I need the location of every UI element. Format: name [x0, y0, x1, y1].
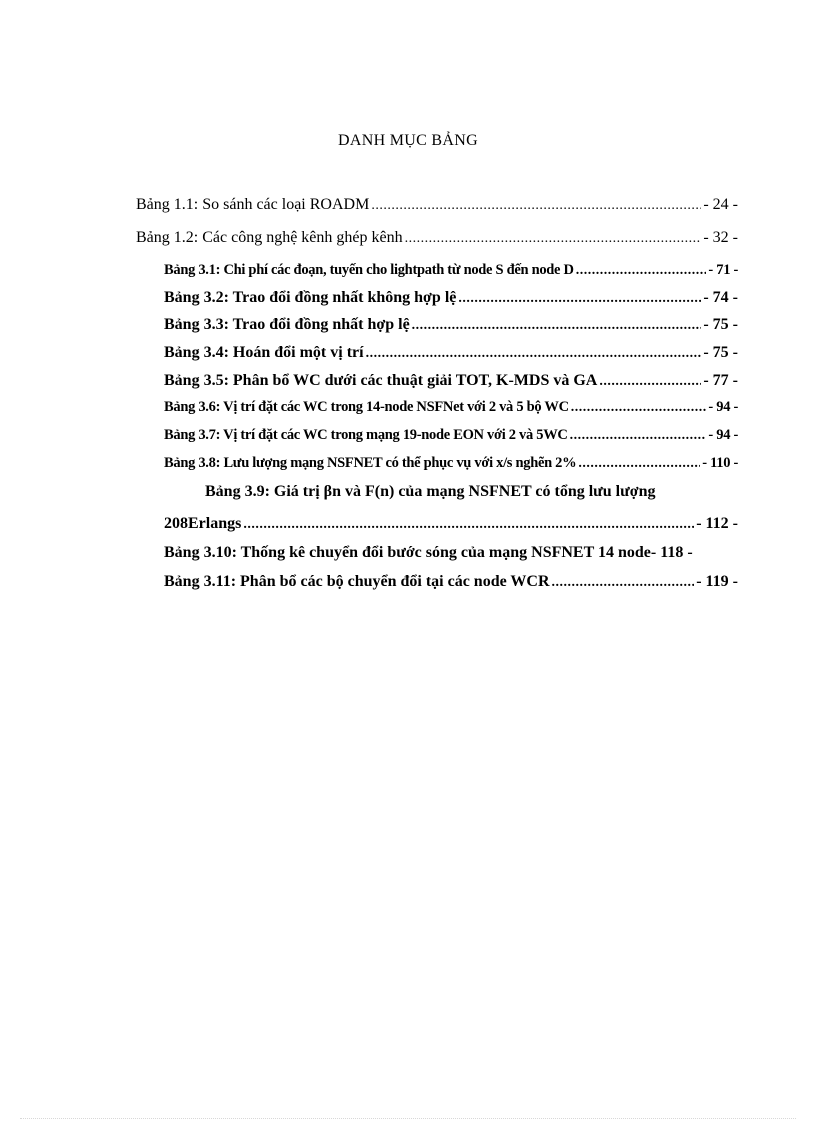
toc-entry-3-6[interactable] — [164, 399, 738, 416]
toc-entry-page: - 77 - — [703, 372, 738, 389]
dot-leader — [576, 263, 707, 279]
toc-entry-3-1[interactable] — [164, 262, 738, 279]
toc-entry-3-7[interactable] — [164, 427, 738, 444]
toc-entry-label: Bảng 3.6: Vị trí đặt các WC trong 14-node NSFNet với 2 và 5 bộ WC — [164, 399, 569, 415]
toc-entry-page: - 110 - — [702, 455, 738, 471]
toc-entry-3-3[interactable] — [164, 316, 738, 334]
toc-entry-label: Bảng 3.4: Hoán đổi một vị trí — [164, 344, 364, 361]
dot-leader — [243, 517, 694, 533]
toc-entry-page: - 94 - — [708, 399, 738, 415]
toc-entry-page: - 94 - — [708, 427, 738, 443]
toc-entry-3-2[interactable] — [164, 289, 738, 307]
dot-leader — [570, 428, 707, 444]
toc-entry-label: Bảng 3.10: Thống kê chuyển đổi bước sóng của mạng NSFNET 14 node — [164, 544, 651, 561]
toc-entry-label: Bảng 3.2: Trao đổi đồng nhất không hợp lệ — [164, 289, 457, 306]
page-title: DANH MỤC BẢNG — [338, 132, 478, 149]
dot-leader — [599, 374, 701, 390]
dot-leader — [552, 575, 695, 591]
toc-entry-3-5[interactable] — [164, 372, 738, 390]
dot-leader — [571, 400, 707, 416]
dot-leader — [405, 231, 702, 247]
toc-entry-page: - 112 - — [696, 515, 738, 532]
toc-entry-3-9[interactable] — [164, 515, 738, 533]
toc-entry-1-2[interactable] — [136, 229, 738, 247]
toc-entry-1-1[interactable] — [136, 196, 738, 214]
toc-entry-page: - 32 - — [703, 229, 738, 246]
dot-leader — [578, 456, 700, 472]
dot-leader — [371, 198, 701, 214]
toc-entry-3-8[interactable] — [164, 455, 738, 472]
toc-entry-label: Bảng 1.1: So sánh các loại ROADM — [136, 196, 370, 213]
toc-entry-label: Bảng 3.3: Trao đổi đồng nhất hợp lệ — [164, 316, 410, 333]
toc-entry-3-4[interactable] — [164, 344, 738, 362]
toc-entry-3-9-first-line: Bảng 3.9: Giá trị βn và F(n) của mạng NSFNET có tổng lưu lượng — [205, 483, 656, 500]
dot-leader — [366, 346, 702, 362]
toc-entry-page: - 118 - — [650, 544, 693, 561]
toc-entry-page: - 119 - — [696, 573, 738, 590]
toc-entry-label: Bảng 3.11: Phân bổ các bộ chuyển đổi tại các node WCR — [164, 573, 550, 590]
toc-entry-label: Bảng 3.5: Phân bổ WC dưới các thuật giải TOT, K-MDS và GA — [164, 372, 598, 389]
toc-entry-page: - 75 - — [703, 344, 738, 361]
toc-entry-page: - 24 - — [703, 196, 738, 213]
toc-entry-page: - 71 - — [708, 262, 738, 278]
toc-entry-3-10[interactable] — [164, 544, 750, 562]
toc-entry-page: - 75 - — [703, 316, 738, 333]
toc-entry-label: Bảng 3.1: Chi phí các đoạn, tuyến cho lightpath từ node S đến node D — [164, 262, 574, 278]
toc-entry-page: - 74 - — [703, 289, 738, 306]
toc-entry-label: Bảng 1.2: Các công nghệ kênh ghép kênh — [136, 229, 403, 246]
toc-entry-3-11[interactable] — [164, 573, 738, 591]
toc-entry-label: 208Erlangs — [164, 515, 242, 532]
dot-leader — [458, 291, 701, 307]
toc-entry-label: Bảng 3.7: Vị trí đặt các WC trong mạng 19-node EON với 2 và 5WC — [164, 427, 568, 443]
toc-entry-label: Bảng 3.8: Lưu lượng mạng NSFNET có thể phục vụ với x/s nghẽn 2% — [164, 455, 577, 471]
dot-leader — [412, 318, 702, 334]
page-bottom-rule — [20, 1118, 796, 1119]
